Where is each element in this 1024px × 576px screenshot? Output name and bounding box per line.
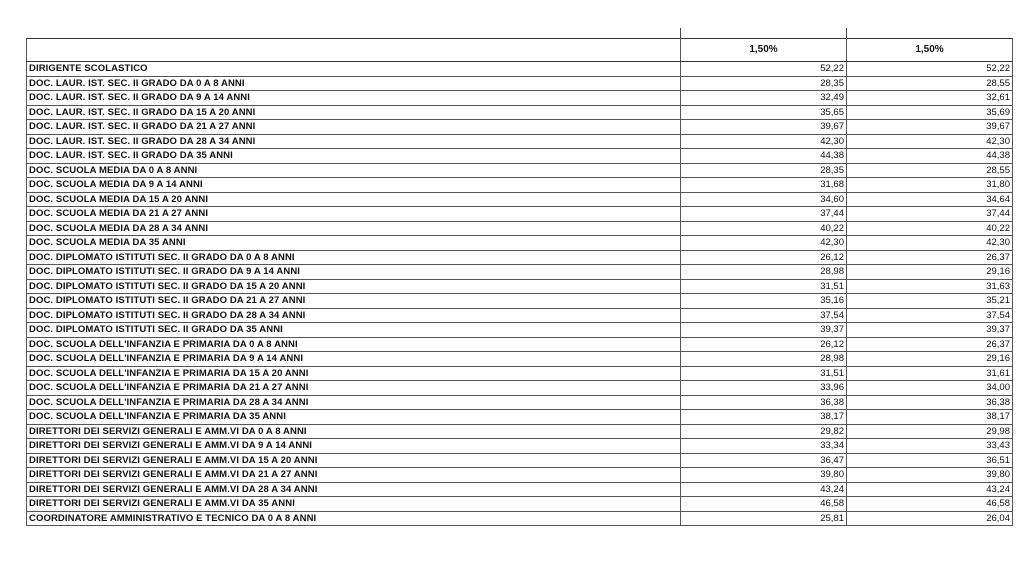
row-value-2: 40,22 — [847, 221, 1013, 236]
row-value-2: 37,54 — [847, 308, 1013, 323]
row-value-1: 44,38 — [681, 149, 847, 164]
row-value-1: 31,51 — [681, 279, 847, 294]
row-value-1: 31,51 — [681, 366, 847, 381]
table-row — [27, 134, 1013, 149]
header-col-1: 1,50% — [681, 39, 847, 62]
row-value-1: 39,80 — [681, 468, 847, 483]
table-row — [27, 439, 1013, 454]
row-label: DOC. SCUOLA MEDIA DA 35 ANNI — [27, 236, 681, 251]
row-label: DOC. SCUOLA MEDIA DA 0 A 8 ANNI — [27, 163, 681, 178]
row-value-1: 25,81 — [681, 511, 847, 526]
table-row — [27, 120, 1013, 135]
row-label: DOC. LAUR. IST. SEC. II GRADO DA 35 ANNI — [27, 149, 681, 164]
row-value-1: 46,58 — [681, 497, 847, 512]
row-label: DOC. SCUOLA MEDIA DA 9 A 14 ANNI — [27, 178, 681, 193]
row-value-2: 39,67 — [847, 120, 1013, 135]
table-row — [27, 352, 1013, 367]
table-row — [27, 91, 1013, 106]
table-row — [27, 221, 1013, 236]
table-row — [27, 497, 1013, 512]
row-value-1: 40,22 — [681, 221, 847, 236]
table-row — [27, 323, 1013, 338]
row-value-2: 31,61 — [847, 366, 1013, 381]
header-col-2: 1,50% — [847, 39, 1013, 62]
row-value-2: 26,37 — [847, 337, 1013, 352]
row-value-2: 31,80 — [847, 178, 1013, 193]
row-value-1: 39,37 — [681, 323, 847, 338]
row-label: DOC. SCUOLA DELL'INFANZIA E PRIMARIA DA 15 A 20 ANNI — [27, 366, 681, 381]
row-value-1: 32,49 — [681, 91, 847, 106]
row-label: DIRETTORI DEI SERVIZI GENERALI E AMM.VI DA 9 A 14 ANNI — [27, 439, 681, 454]
table-row — [27, 149, 1013, 164]
table-row — [27, 468, 1013, 483]
row-value-2: 42,30 — [847, 236, 1013, 251]
row-value-1: 28,98 — [681, 352, 847, 367]
row-label: DOC. SCUOLA DELL'INFANZIA E PRIMARIA DA 9 A 14 ANNI — [27, 352, 681, 367]
row-label: DOC. LAUR. IST. SEC. II GRADO DA 28 A 34 ANNI — [27, 134, 681, 149]
row-label: DIRETTORI DEI SERVIZI GENERALI E AMM.VI DA 15 A 20 ANNI — [27, 453, 681, 468]
row-value-2: 42,30 — [847, 134, 1013, 149]
table-row — [27, 250, 1013, 265]
row-label: DIRETTORI DEI SERVIZI GENERALI E AMM.VI DA 21 A 27 ANNI — [27, 468, 681, 483]
row-value-1: 35,65 — [681, 105, 847, 120]
row-value-2: 44,38 — [847, 149, 1013, 164]
row-value-2: 28,55 — [847, 163, 1013, 178]
table-row — [27, 294, 1013, 309]
row-label: DOC. SCUOLA DELL'INFANZIA E PRIMARIA DA 28 A 34 ANNI — [27, 395, 681, 410]
table-row — [27, 62, 1013, 77]
table-row — [27, 308, 1013, 323]
row-value-1: 28,35 — [681, 76, 847, 91]
row-label: COORDINATORE AMMINISTRATIVO E TECNICO DA 0 A 8 ANNI — [27, 511, 681, 526]
table-header-row — [27, 39, 1013, 62]
row-value-2: 26,37 — [847, 250, 1013, 265]
row-label: DOC. SCUOLA DELL'INFANZIA E PRIMARIA DA 35 ANNI — [27, 410, 681, 425]
row-value-2: 29,16 — [847, 352, 1013, 367]
row-value-1: 28,35 — [681, 163, 847, 178]
row-value-1: 35,16 — [681, 294, 847, 309]
row-label: DIRETTORI DEI SERVIZI GENERALI E AMM.VI DA 35 ANNI — [27, 497, 681, 512]
row-value-2: 39,37 — [847, 323, 1013, 338]
row-label: DIRIGENTE SCOLASTICO — [27, 62, 681, 77]
table-row — [27, 236, 1013, 251]
row-value-2: 39,80 — [847, 468, 1013, 483]
row-label: DOC. SCUOLA DELL'INFANZIA E PRIMARIA DA 0 A 8 ANNI — [27, 337, 681, 352]
header-label-cell — [27, 39, 681, 62]
row-value-1: 42,30 — [681, 236, 847, 251]
row-value-1: 42,30 — [681, 134, 847, 149]
row-value-2: 36,38 — [847, 395, 1013, 410]
row-value-2: 38,17 — [847, 410, 1013, 425]
table-row — [27, 178, 1013, 193]
row-value-2: 46,58 — [847, 497, 1013, 512]
table-row — [27, 482, 1013, 497]
row-value-2: 35,69 — [847, 105, 1013, 120]
row-value-1: 38,17 — [681, 410, 847, 425]
row-value-1: 36,38 — [681, 395, 847, 410]
table-row — [27, 279, 1013, 294]
row-value-1: 33,96 — [681, 381, 847, 396]
table-row — [27, 410, 1013, 425]
row-value-1: 33,34 — [681, 439, 847, 454]
row-value-1: 26,12 — [681, 250, 847, 265]
row-label: DOC. DIPLOMATO ISTITUTI SEC. II GRADO DA 9 A 14 ANNI — [27, 265, 681, 280]
table-body — [27, 62, 1013, 526]
row-value-1: 28,98 — [681, 265, 847, 280]
row-value-1: 26,12 — [681, 337, 847, 352]
table-row — [27, 265, 1013, 280]
salary-table — [26, 38, 1013, 526]
row-value-2: 37,44 — [847, 207, 1013, 222]
row-label: DOC. DIPLOMATO ISTITUTI SEC. II GRADO DA 21 A 27 ANNI — [27, 294, 681, 309]
row-label: DOC. DIPLOMATO ISTITUTI SEC. II GRADO DA 28 A 34 ANNI — [27, 308, 681, 323]
row-value-1: 52,22 — [681, 62, 847, 77]
table-row — [27, 366, 1013, 381]
row-value-1: 43,24 — [681, 482, 847, 497]
row-label: DIRETTORI DEI SERVIZI GENERALI E AMM.VI DA 28 A 34 ANNI — [27, 482, 681, 497]
row-label: DOC. LAUR. IST. SEC. II GRADO DA 15 A 20 ANNI — [27, 105, 681, 120]
row-value-1: 37,44 — [681, 207, 847, 222]
row-value-1: 29,82 — [681, 424, 847, 439]
row-value-2: 29,16 — [847, 265, 1013, 280]
table-row — [27, 76, 1013, 91]
table-row — [27, 424, 1013, 439]
table-row — [27, 453, 1013, 468]
row-label: DOC. SCUOLA MEDIA DA 21 A 27 ANNI — [27, 207, 681, 222]
row-value-2: 29,98 — [847, 424, 1013, 439]
row-value-2: 34,00 — [847, 381, 1013, 396]
table-row — [27, 207, 1013, 222]
row-value-1: 39,67 — [681, 120, 847, 135]
row-value-2: 32,61 — [847, 91, 1013, 106]
table-row — [27, 192, 1013, 207]
row-label: DOC. LAUR. IST. SEC. II GRADO DA 21 A 27 ANNI — [27, 120, 681, 135]
row-label: DIRETTORI DEI SERVIZI GENERALI E AMM.VI DA 0 A 8 ANNI — [27, 424, 681, 439]
row-label: DOC. SCUOLA MEDIA DA 15 A 20 ANNI — [27, 192, 681, 207]
row-label: DOC. DIPLOMATO ISTITUTI SEC. II GRADO DA 15 A 20 ANNI — [27, 279, 681, 294]
row-value-1: 34,60 — [681, 192, 847, 207]
row-label: DOC. DIPLOMATO ISTITUTI SEC. II GRADO DA 35 ANNI — [27, 323, 681, 338]
row-label: DOC. SCUOLA DELL'INFANZIA E PRIMARIA DA 21 A 27 ANNI — [27, 381, 681, 396]
row-value-2: 35,21 — [847, 294, 1013, 309]
table-row — [27, 163, 1013, 178]
row-value-2: 34,64 — [847, 192, 1013, 207]
row-value-1: 37,54 — [681, 308, 847, 323]
row-value-2: 43,24 — [847, 482, 1013, 497]
row-value-2: 28,55 — [847, 76, 1013, 91]
table-row — [27, 381, 1013, 396]
row-label: DOC. SCUOLA MEDIA DA 28 A 34 ANNI — [27, 221, 681, 236]
row-label: DOC. LAUR. IST. SEC. II GRADO DA 9 A 14 ANNI — [27, 91, 681, 106]
row-value-2: 31,63 — [847, 279, 1013, 294]
table-row — [27, 395, 1013, 410]
table-row — [27, 337, 1013, 352]
row-value-1: 36,47 — [681, 453, 847, 468]
row-value-1: 31,68 — [681, 178, 847, 193]
row-label: DOC. LAUR. IST. SEC. II GRADO DA 0 A 8 ANNI — [27, 76, 681, 91]
row-label: DOC. DIPLOMATO ISTITUTI SEC. II GRADO DA 0 A 8 ANNI — [27, 250, 681, 265]
row-value-2: 52,22 — [847, 62, 1013, 77]
table-row — [27, 105, 1013, 120]
table-row — [27, 511, 1013, 526]
row-value-2: 26,04 — [847, 511, 1013, 526]
row-value-2: 36,51 — [847, 453, 1013, 468]
row-value-2: 33,43 — [847, 439, 1013, 454]
